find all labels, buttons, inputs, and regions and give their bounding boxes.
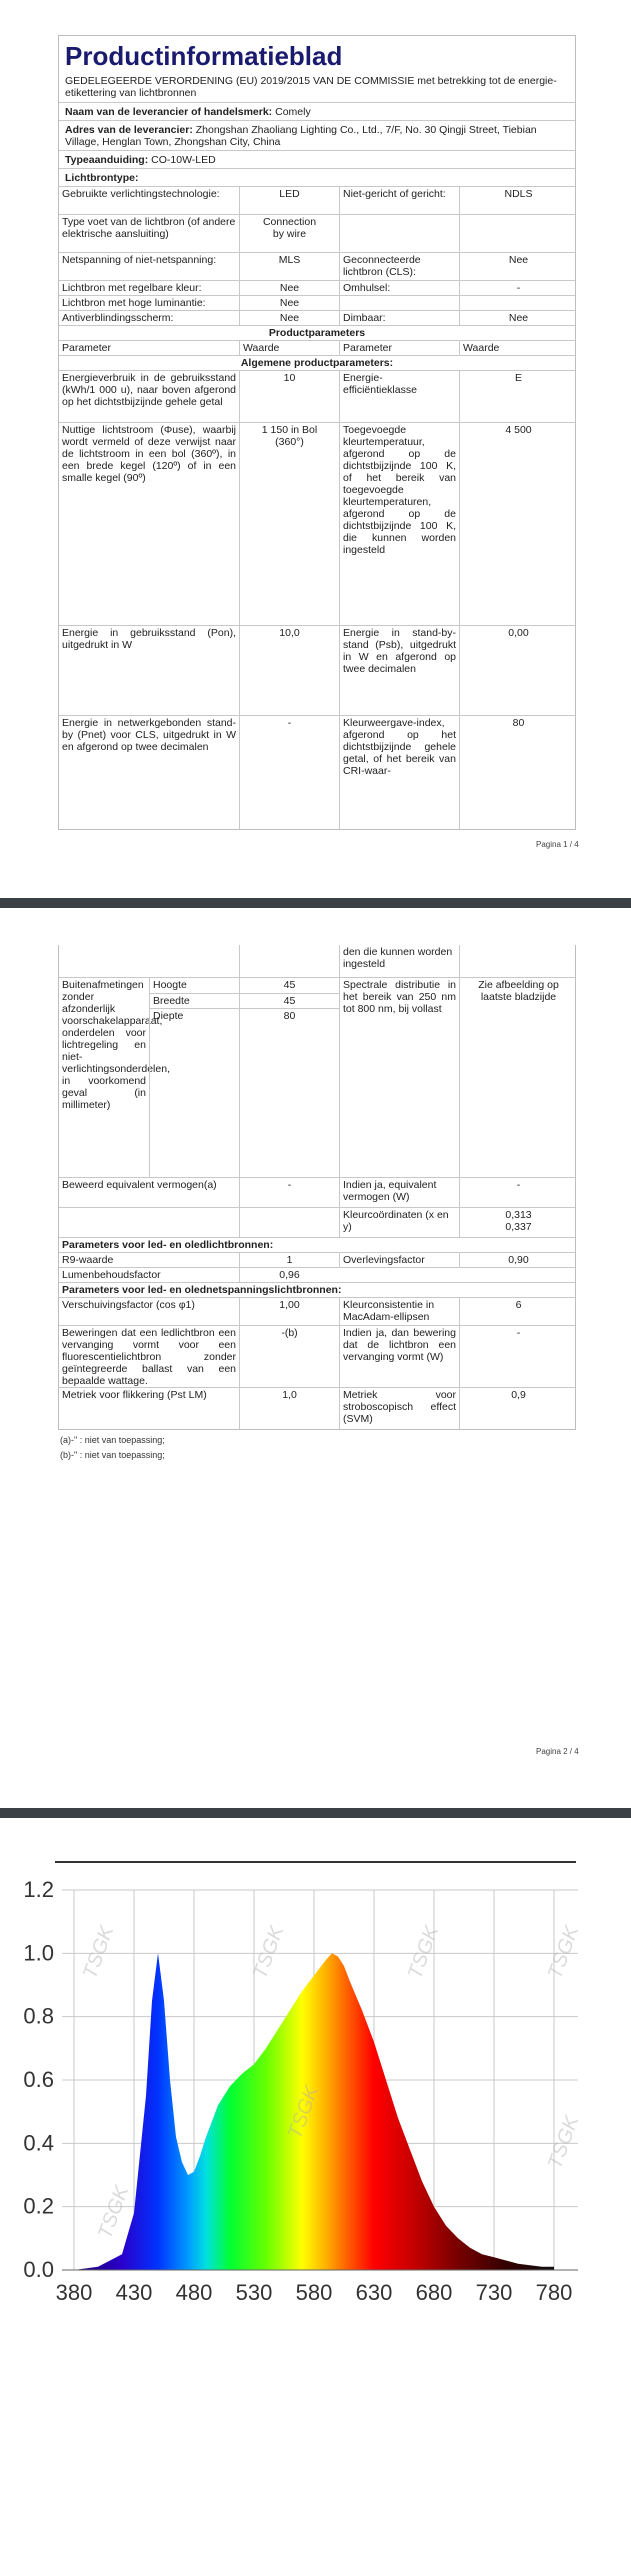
dimensions-row: Buitenafmetingen zonder afzonderlijk voorschakelapparaat, onderdelen voor lichtregeling en niet-verlichtingsonderdelen, in voorkomend geval (in millimeter) Hoogte 45 Breedte 45 Diepte 80 Spectrale distributie in het bereik van 250 nm tot 800 nm, bij vollast Zie afbeelding op laatste bladzijde (59, 977, 575, 1177)
watermark: TSGK (94, 2183, 134, 2242)
footnote-a: (a)-" : niet van toepassing; (60, 1435, 165, 1445)
address-label: Adres van de leverancier: (65, 124, 193, 136)
x-tick-label: 530 (235, 2280, 273, 2305)
flux-row: Nuttige lichtstroom (Φuse), waarbij wordt vermeld of deze verwijst naar de lichtstroom in een bol (360º), in een brede kegel (120º) of in een smalle kegel (90º) 1 150 in Bol (360°) Toegevoegde kleurtemperatuur, afgerond op de dichtstbijzijnde 100 K, of het bereik van toegevoegde kleurtemperaturen, afgerond op de dichtstbijzijnde 100 K, die kunnen worden ingesteld 4 500 (59, 422, 575, 625)
hl-row: Lichtbron met hoge luminantie: Nee (59, 295, 575, 310)
x-tick-label: 680 (415, 2280, 453, 2305)
address-row (59, 120, 575, 150)
regulation-row (59, 72, 575, 102)
footnote-b: (b)-" : niet van toepassing; (60, 1450, 165, 1460)
y-tick-label: 1.2 (23, 1877, 54, 1902)
y-tick-label: 0.2 (23, 2193, 54, 2219)
mains-params-row: Parameters voor led- en olednetspanningslichtbronnen: (59, 1282, 575, 1297)
x-tick-label: 480 (175, 2280, 213, 2305)
tech-row: Gebruikte verlichtingstechnologie: LED Niet-gericht of gericht: NDLS (59, 186, 575, 214)
supplier-label: Naam van de leverancier of handelsmerk: (65, 106, 273, 118)
power-row: Energie in gebruiksstand (Pon), uitgedrukt in W 10,0 Energie in stand-by-stand (Psb), uitgedrukt in W en afgerond op twee decimalen 0,00 (59, 625, 575, 715)
flicker-row: Metriek voor flikkering (Pst LM) 1,0 Metriek voor stroboscopisch effect (SVM) 0,9 (59, 1387, 575, 1430)
y-tick-label: 0.0 (23, 2257, 54, 2282)
page-1 (0, 0, 631, 880)
x-tick-label: 430 (115, 2280, 153, 2305)
led-params-row: Parameters voor led- en oledlichtbronnen: (59, 1237, 575, 1252)
lightsource-type-label: Lichtbrontype: (65, 172, 139, 184)
page-2 (0, 915, 631, 1795)
y-tick-label: 1.0 (23, 1940, 54, 1966)
page-number: Pagina 2 / 4 (536, 1747, 579, 1756)
address-value: Zhongshan Zhaoliang Lighting Co., Ltd., 7/F, No. 30 Qingji Street, Tiebian Village, Henglan Town, Zhongshan City, China (65, 124, 537, 148)
lumen-row: Lumenbehoudsfactor 0,96 (59, 1267, 575, 1282)
y-tick-label: 0.6 (23, 2067, 54, 2092)
energy-row: Energieverbruik in de gebruiksstand (kWh/1 000 u), naar boven afgerond op het dichtstbijzijnde gehele getal 10 Energie-efficiëntieklasse E (59, 370, 575, 422)
chromaticity-row: Kleurcoördinaten (x en y) 0,313 0,337 (59, 1207, 575, 1237)
page-separator (0, 1808, 631, 1818)
continuation-row: den die kunnen worden ingesteld (59, 945, 575, 977)
model-row (59, 150, 575, 168)
r9-row: R9-waarde 1 Overlevingsfactor 0,90 (59, 1252, 575, 1267)
power-factor-row: Verschuivingsfactor (cos φ1) 1,00 Kleurconsistentie in MacAdam-ellipsen 6 (59, 1297, 575, 1325)
watermark: TSGK (544, 1923, 584, 1982)
x-tick-label: 780 (535, 2280, 573, 2305)
cap-type-row: Type voet van de lichtbron (of andere elektrische aansluiting) Connection by wire (59, 214, 575, 252)
standby-row: Energie in netwerkgebonden stand-by (Pnet) voor CLS, uitgedrukt in W en afgerond op twee decimalen - Kleurweergave-index, afgerond op het dichtstbijzijnde gehele getal, of het bereik van CRI-waar- 80 (59, 715, 575, 830)
page-1-frame (58, 35, 576, 830)
regulation-text: GEDELEGEERDE VERORDENING (EU) 2019/2015 VAN DE COMMISSIE met betrekking tot de energie-etikettering van lichtbronnen (65, 75, 557, 99)
page-number: Pagina 1 / 4 (536, 840, 579, 849)
page-2-frame (58, 945, 576, 1430)
page-title: Productinformatieblad (65, 41, 343, 71)
supplier-value: Comely (275, 106, 311, 118)
page-separator (0, 898, 631, 908)
dimensions-label: Buitenafmetingen zonder afzonderlijk voorschakelapparaat, onderdelen voor lichtregeling en niet-verlichtingsonderdelen, in voorkomend geval (in millimeter) (62, 979, 170, 1111)
tunable-row: Lichtbron met regelbare kleur: Nee Omhulsel: - (59, 280, 575, 295)
model-label: Typeaanduiding: (65, 154, 149, 166)
watermark: TSGK (79, 1923, 119, 1982)
watermark: TSGK (404, 1923, 444, 1982)
watermark: TSGK (249, 1923, 289, 1982)
x-tick-label: 380 (55, 2280, 93, 2305)
claim-row: Beweerd equivalent vermogen(a) - Indien ja, equivalent vermogen (W) - (59, 1177, 575, 1207)
general-params-row: Algemene productparameters: (59, 355, 575, 370)
mains-row: Netspanning of niet-netspanning: MLS Geconnecteerde lichtbron (CLS): Nee (59, 252, 575, 280)
y-tick-label: 0.4 (23, 2130, 54, 2156)
glare-row: Antiverblindingsscherm: Nee Dimbaar: Nee (59, 310, 575, 325)
spectrum-chart-svg (0, 1840, 631, 2400)
x-tick-label: 630 (355, 2280, 393, 2305)
y-tick-label: 0.8 (23, 2003, 54, 2029)
supplier-row (59, 102, 575, 120)
x-tick-label: 730 (475, 2280, 513, 2305)
product-params-row: Productparameters (59, 325, 575, 340)
spectrum-chart (0, 1840, 631, 2400)
x-tick-label: 580 (295, 2280, 333, 2305)
param-header-row: Parameter Waarde Parameter Waarde (59, 340, 575, 355)
lightsource-type-row (59, 168, 575, 186)
watermark: TSGK (284, 2083, 324, 2142)
watermark: TSGK (544, 2113, 584, 2172)
fluorescent-row: Beweringen dat een ledlichtbron een vervanging vormt voor een fluorescentielichtbron zonder geïntegreerde ballast van een bepaalde wattage. -(b) Indien ja, dan bewering dat de lichtbron een vervanging vormt (W) - (59, 1325, 575, 1387)
model-value: CO-10W-LED (151, 154, 216, 166)
